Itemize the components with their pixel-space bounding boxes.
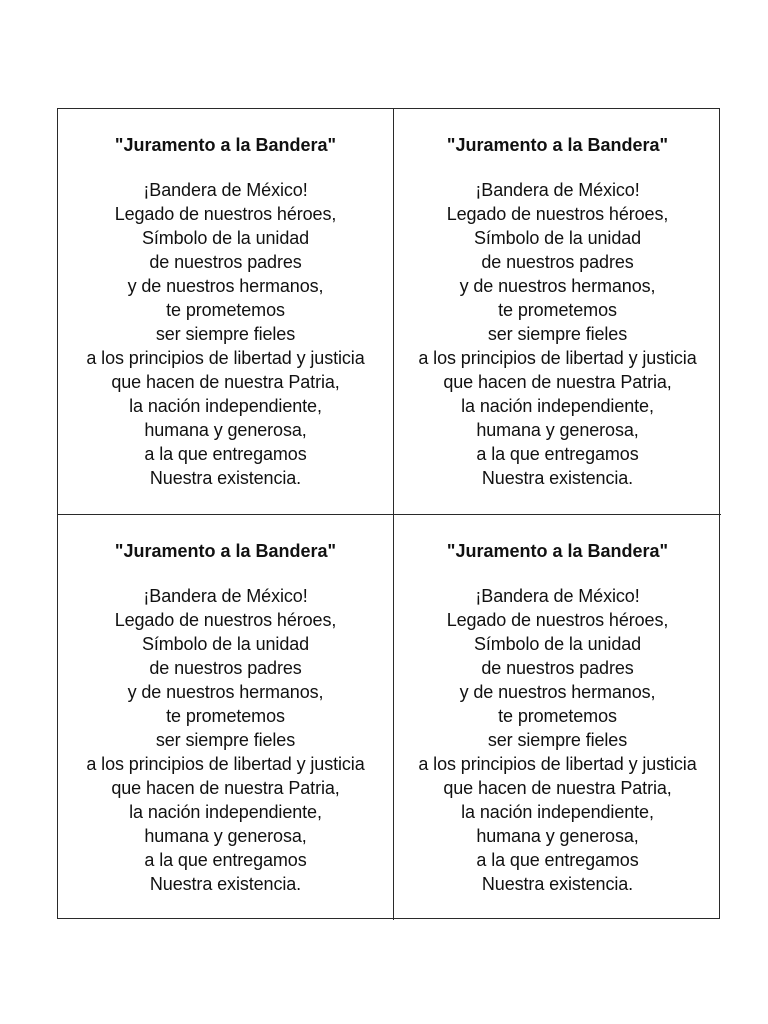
oath-line: te prometemos — [498, 300, 617, 320]
oath-line: y de nuestros hermanos, — [459, 682, 656, 702]
oath-line: ser siempre fieles — [155, 730, 296, 750]
oath-line: ¡Bandera de México! — [143, 586, 308, 606]
oath-line: Legado de nuestros héroes, — [446, 204, 669, 224]
oath-line: a la que entregamos — [476, 850, 639, 870]
oath-line: Símbolo de la unidad — [141, 634, 310, 654]
oath-line: humana y generosa, — [476, 420, 639, 440]
oath-line: te prometemos — [166, 300, 285, 320]
oath-line: Legado de nuestros héroes, — [114, 204, 337, 224]
oath-line: Legado de nuestros héroes, — [446, 610, 669, 630]
oath-line: a la que entregamos — [476, 444, 639, 464]
oath-text — [394, 178, 721, 490]
oath-line: a los principios de libertad y justicia — [86, 348, 365, 368]
oath-line: te prometemos — [166, 706, 285, 726]
oath-line: y de nuestros hermanos, — [127, 682, 324, 702]
oath-line: la nación independiente, — [129, 802, 322, 822]
oath-line: que hacen de nuestra Patria, — [443, 372, 672, 392]
oath-line: ser siempre fieles — [487, 730, 628, 750]
oath-text — [58, 178, 393, 490]
oath-line: que hacen de nuestra Patria, — [111, 372, 340, 392]
oath-text — [58, 584, 393, 896]
oath-line: la nación independiente, — [461, 396, 654, 416]
oath-line: que hacen de nuestra Patria, — [111, 778, 340, 798]
oath-card — [58, 515, 394, 920]
oath-line: a los principios de libertad y justicia — [418, 348, 697, 368]
oath-line: a la que entregamos — [144, 444, 307, 464]
oath-line: Nuestra existencia. — [481, 874, 634, 894]
oath-line: de nuestros padres — [149, 658, 302, 678]
oath-line: ser siempre fieles — [487, 324, 628, 344]
oath-line: Símbolo de la unidad — [473, 634, 642, 654]
card-title: "Juramento a la Bandera" — [446, 135, 669, 155]
card-title: "Juramento a la Bandera" — [114, 541, 337, 561]
oath-line: a la que entregamos — [144, 850, 307, 870]
oath-line: ser siempre fieles — [155, 324, 296, 344]
oath-line: la nación independiente, — [129, 396, 322, 416]
oath-text — [394, 584, 721, 896]
oath-line: Símbolo de la unidad — [473, 228, 642, 248]
oath-line: de nuestros padres — [149, 252, 302, 272]
oath-card — [58, 109, 394, 515]
oath-line: a los principios de libertad y justicia — [86, 754, 365, 774]
oath-line: humana y generosa, — [144, 826, 307, 846]
oath-line: Nuestra existencia. — [149, 468, 302, 488]
card-title: "Juramento a la Bandera" — [114, 135, 337, 155]
oath-line: Nuestra existencia. — [481, 468, 634, 488]
oath-card — [394, 515, 721, 920]
oath-line: Nuestra existencia. — [149, 874, 302, 894]
card-grid — [57, 108, 720, 919]
oath-line: de nuestros padres — [481, 658, 634, 678]
oath-line: humana y generosa, — [144, 420, 307, 440]
oath-line: y de nuestros hermanos, — [127, 276, 324, 296]
oath-line: humana y generosa, — [476, 826, 639, 846]
oath-line: ¡Bandera de México! — [475, 586, 640, 606]
oath-line: Símbolo de la unidad — [141, 228, 310, 248]
oath-line: Legado de nuestros héroes, — [114, 610, 337, 630]
oath-line: que hacen de nuestra Patria, — [443, 778, 672, 798]
oath-line: y de nuestros hermanos, — [459, 276, 656, 296]
oath-line: la nación independiente, — [461, 802, 654, 822]
oath-line: de nuestros padres — [481, 252, 634, 272]
oath-line: ¡Bandera de México! — [475, 180, 640, 200]
card-title: "Juramento a la Bandera" — [446, 541, 669, 561]
oath-line: a los principios de libertad y justicia — [418, 754, 697, 774]
oath-card — [394, 109, 721, 515]
oath-line: te prometemos — [498, 706, 617, 726]
oath-line: ¡Bandera de México! — [143, 180, 308, 200]
